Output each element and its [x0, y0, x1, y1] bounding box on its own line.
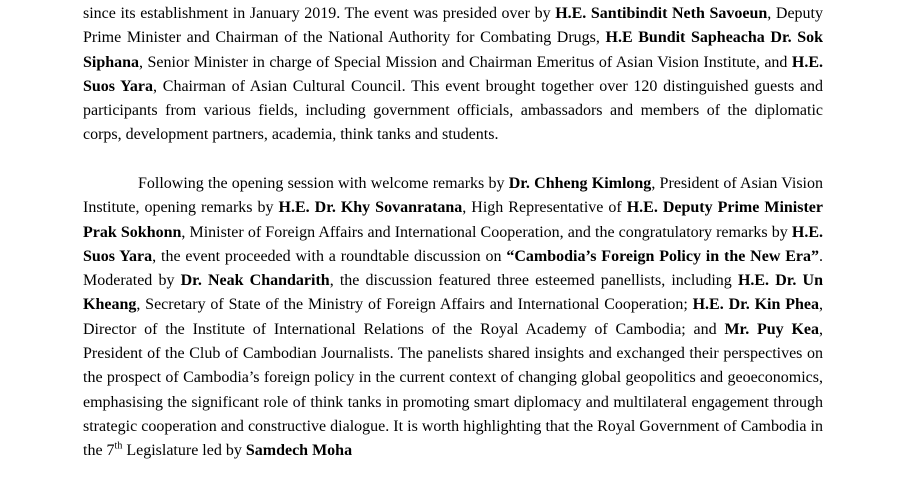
text-run: , Senior Minister in charge of Special Mission and Chairman Emeritus of Asian Vision Institute, and: [139, 53, 792, 71]
bold-name-span: H.E. Suos Yara: [83, 53, 823, 95]
paragraph-roundtable-discussion: [83, 172, 823, 464]
text-run: since its establishment in January 2019. The event was presided over by: [83, 5, 556, 22]
bold-name-span: Dr. Chheng Kimlong: [508, 175, 652, 192]
text-run: , High Representative of: [462, 199, 627, 217]
text-run: , the event proceeded with a roundtable discussion on: [152, 247, 507, 265]
bold-name-span: H.E. Suos Yara: [83, 223, 824, 265]
bold-name-span: H.E. Santibindit Neth Savoeun: [555, 5, 768, 22]
text-run: , Minister of Foreign Affairs and International Cooperation, and the congratulatory remarks by: [181, 223, 792, 241]
text-run: , the discussion featured three esteemed panellists, including: [329, 272, 738, 290]
paragraph-event-summary: [83, 2, 823, 148]
text-run: Following the opening session with welcome remarks by: [138, 175, 509, 192]
text-run: . Moderated by: [83, 247, 823, 290]
bold-name-span: Samdech Moha: [245, 442, 353, 460]
bold-name-span: Dr. Neak Chandarith: [180, 272, 330, 290]
superscript-text: th: [114, 440, 123, 452]
bold-name-span: H.E. Deputy Prime Minister Prak Sokhonn: [83, 199, 823, 241]
text-run: , Director of the Institute of International Relations of the Royal Academy of Cambodia; and: [83, 296, 823, 338]
bold-name-span: H.E. Dr. Un Kheang: [83, 272, 824, 314]
text-run: Legislature led by: [122, 442, 246, 460]
text-run: , Deputy Prime Minister and Chairman of the National Authority for Combating Drugs,: [83, 5, 824, 47]
text-run: , President of the Club of Cambodian Journalists. The panelists shared insights and exchanged their perspectives on the prospect of Cambodia’s foreign policy in the current context of changing global geopolitics and geoeconomics, emphasising the significant role of think tanks in promoting smart diplomacy and multilateral engagement through strategic cooperation and constructive dialogue. It is worth highlighting that the Royal Government of Cambodia in the 7: [83, 320, 824, 460]
bold-name-span: “Cambodia’s Foreign Policy in the New Era”: [506, 247, 819, 265]
bold-name-span: H.E. Dr. Kin Phea: [692, 296, 819, 314]
text-run: , Secretary of State of the Ministry of Foreign Affairs and International Cooperation;: [136, 296, 693, 314]
bold-name-span: H.E. Dr. Khy Sovanratana: [278, 199, 463, 217]
bold-name-span: H.E Bundit Sapheacha Dr. Sok Siphana: [83, 29, 823, 71]
text-run: , Chairman of Asian Cultural Council. This event brought together over 120 distinguished guests and participants from various fields, including government officials, ambassadors and members of the diplomatic corps, development partners, academia, think tanks and students.: [83, 77, 824, 144]
bold-name-span: Mr. Puy Kea: [724, 320, 820, 338]
text-run: , President of Asian Vision Institute, opening remarks by: [83, 175, 823, 217]
